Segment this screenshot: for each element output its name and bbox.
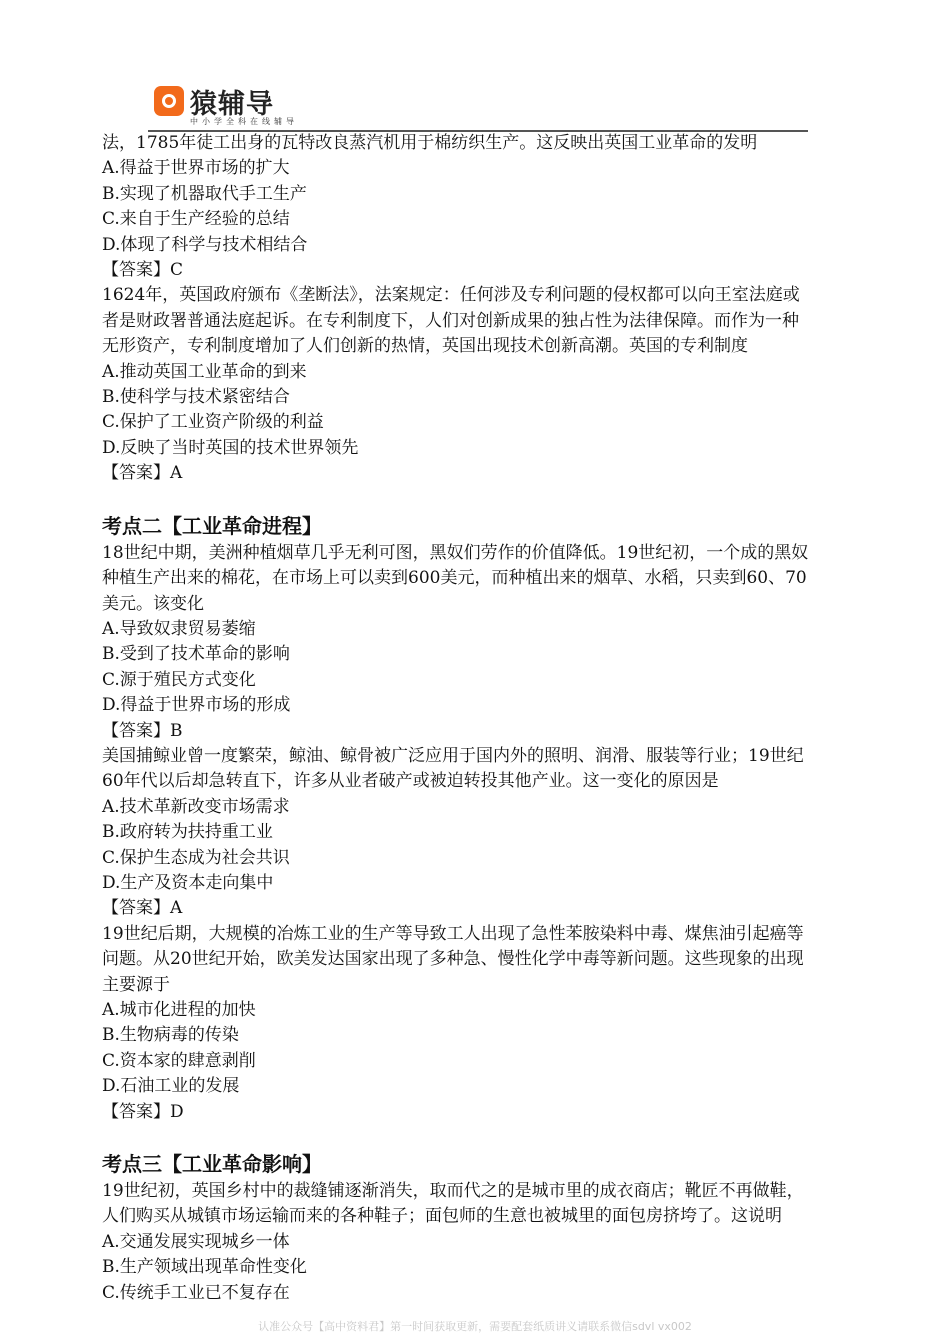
logo-icon: [154, 86, 184, 116]
text-line: 1624年，英国政府颁布《垄断法》，法案规定：任何涉及专利问题的侵权都可以向王室法庭或: [102, 285, 800, 306]
text-line: D.反映了当时英国的技术世界领先: [102, 437, 359, 458]
section-heading: 考点二【工业革命进程】: [102, 513, 322, 538]
text-line: B.生产领域出现革命性变化: [102, 1257, 307, 1278]
text-line: A.推动英国工业革命的到来: [102, 361, 307, 382]
text-line: C.保护生态成为社会共识: [102, 847, 290, 868]
text-line: C.传统手工业已不复存在: [102, 1282, 290, 1303]
text-line: 主要源于: [102, 974, 170, 995]
text-line: 无形资产，专利制度增加了人们创新的热情，英国出现技术创新高潮。英国的专利制度: [102, 336, 748, 357]
text-line: D.得益于世界市场的形成: [102, 695, 291, 716]
text-line: D.石油工业的发展: [102, 1076, 240, 1097]
text-line: 18世纪中期，美洲种植烟草几乎无利可图，黑奴们劳作的价值降低。19世纪初，一个成的黑奴: [102, 542, 809, 563]
text-line: 60年代以后却急转直下，许多从业者破产或被迫转投其他产业。这一变化的原因是: [102, 771, 719, 792]
footer-watermark: 认准公众号【高中资料君】第一时间获取更新，需要配套纸质讲义请联系微信sdvl vx002: [258, 1320, 692, 1333]
text-line: B.政府转为扶持重工业: [102, 822, 273, 843]
text-line: D.体现了科学与技术相结合: [102, 234, 308, 255]
text-line: D.生产及资本走向集中: [102, 872, 274, 893]
text-line: B.受到了技术革命的影响: [102, 644, 290, 665]
text-line: 19世纪后期，大规模的冶炼工业的生产等导致工人出现了急性苯胺染料中毒、煤焦油引起癌等: [102, 923, 804, 944]
text-line: 19世纪初，英国乡村中的裁缝铺逐渐消失，取而代之的是城市里的成衣商店；靴匠不再做鞋，: [102, 1181, 804, 1202]
text-line: 【答案】B: [102, 720, 183, 741]
text-line: 问题。从20世纪开始，欧美发达国家出现了多种急、慢性化学中毒等新问题。这些现象的出现: [102, 949, 804, 970]
text-line: 种植生产出来的棉花，在市场上可以卖到600美元，而种植出来的烟草、水稻，只卖到60、70: [102, 568, 807, 589]
text-line: C.保护了工业资产阶级的利益: [102, 412, 324, 433]
document-body: [102, 131, 892, 1306]
text-line: 美元。该变化: [102, 593, 204, 614]
section-heading: 考点三【工业革命影响】: [102, 1152, 322, 1177]
text-line: 法，1785年徒工出身的瓦特改良蒸汽机用于棉纺织生产。这反映出英国工业革命的发明: [102, 133, 758, 153]
text-line: 者是财政署普通法庭起诉。在专利制度下，人们对创新成果的独占性为法律保障。而作为一种: [102, 310, 799, 331]
text-line: 人们购买从城镇市场运输而来的各种鞋子；面包师的生意也被城里的面包房挤垮了。这说明: [102, 1206, 782, 1227]
logo-text: 猿辅导: [190, 89, 274, 120]
text-line: 【答案】A: [102, 898, 183, 919]
text-line: A.导致奴隶贸易萎缩: [102, 618, 256, 639]
text-line: A.城市化进程的加快: [102, 1000, 256, 1020]
text-line: 【答案】D: [102, 1101, 184, 1122]
text-line: C.来自于生产经验的总结: [102, 209, 290, 230]
text-line: A.交通发展实现城乡一体: [102, 1231, 290, 1252]
page-header: [148, 80, 828, 132]
text-line: 美国捕鲸业曾一度繁荣，鲸油、鲸骨被广泛应用于国内外的照明、润滑、服装等行业；19世纪: [102, 745, 804, 766]
text-line: B.实现了机器取代手工生产: [102, 183, 307, 204]
logo-subtitle: 中小学全科在线辅导: [190, 117, 298, 126]
text-line: 【答案】A: [102, 463, 183, 484]
text-line: C.资本家的肆意剥削: [102, 1050, 256, 1071]
text-line: C.源于殖民方式变化: [102, 669, 256, 690]
text-line: A.得益于世界市场的扩大: [102, 158, 290, 179]
text-line: B.生物病毒的传染: [102, 1025, 239, 1046]
text-line: B.使科学与技术紧密结合: [102, 387, 290, 408]
text-line: A.技术革新改变市场需求: [102, 796, 290, 817]
text-line: 【答案】C: [102, 260, 184, 281]
